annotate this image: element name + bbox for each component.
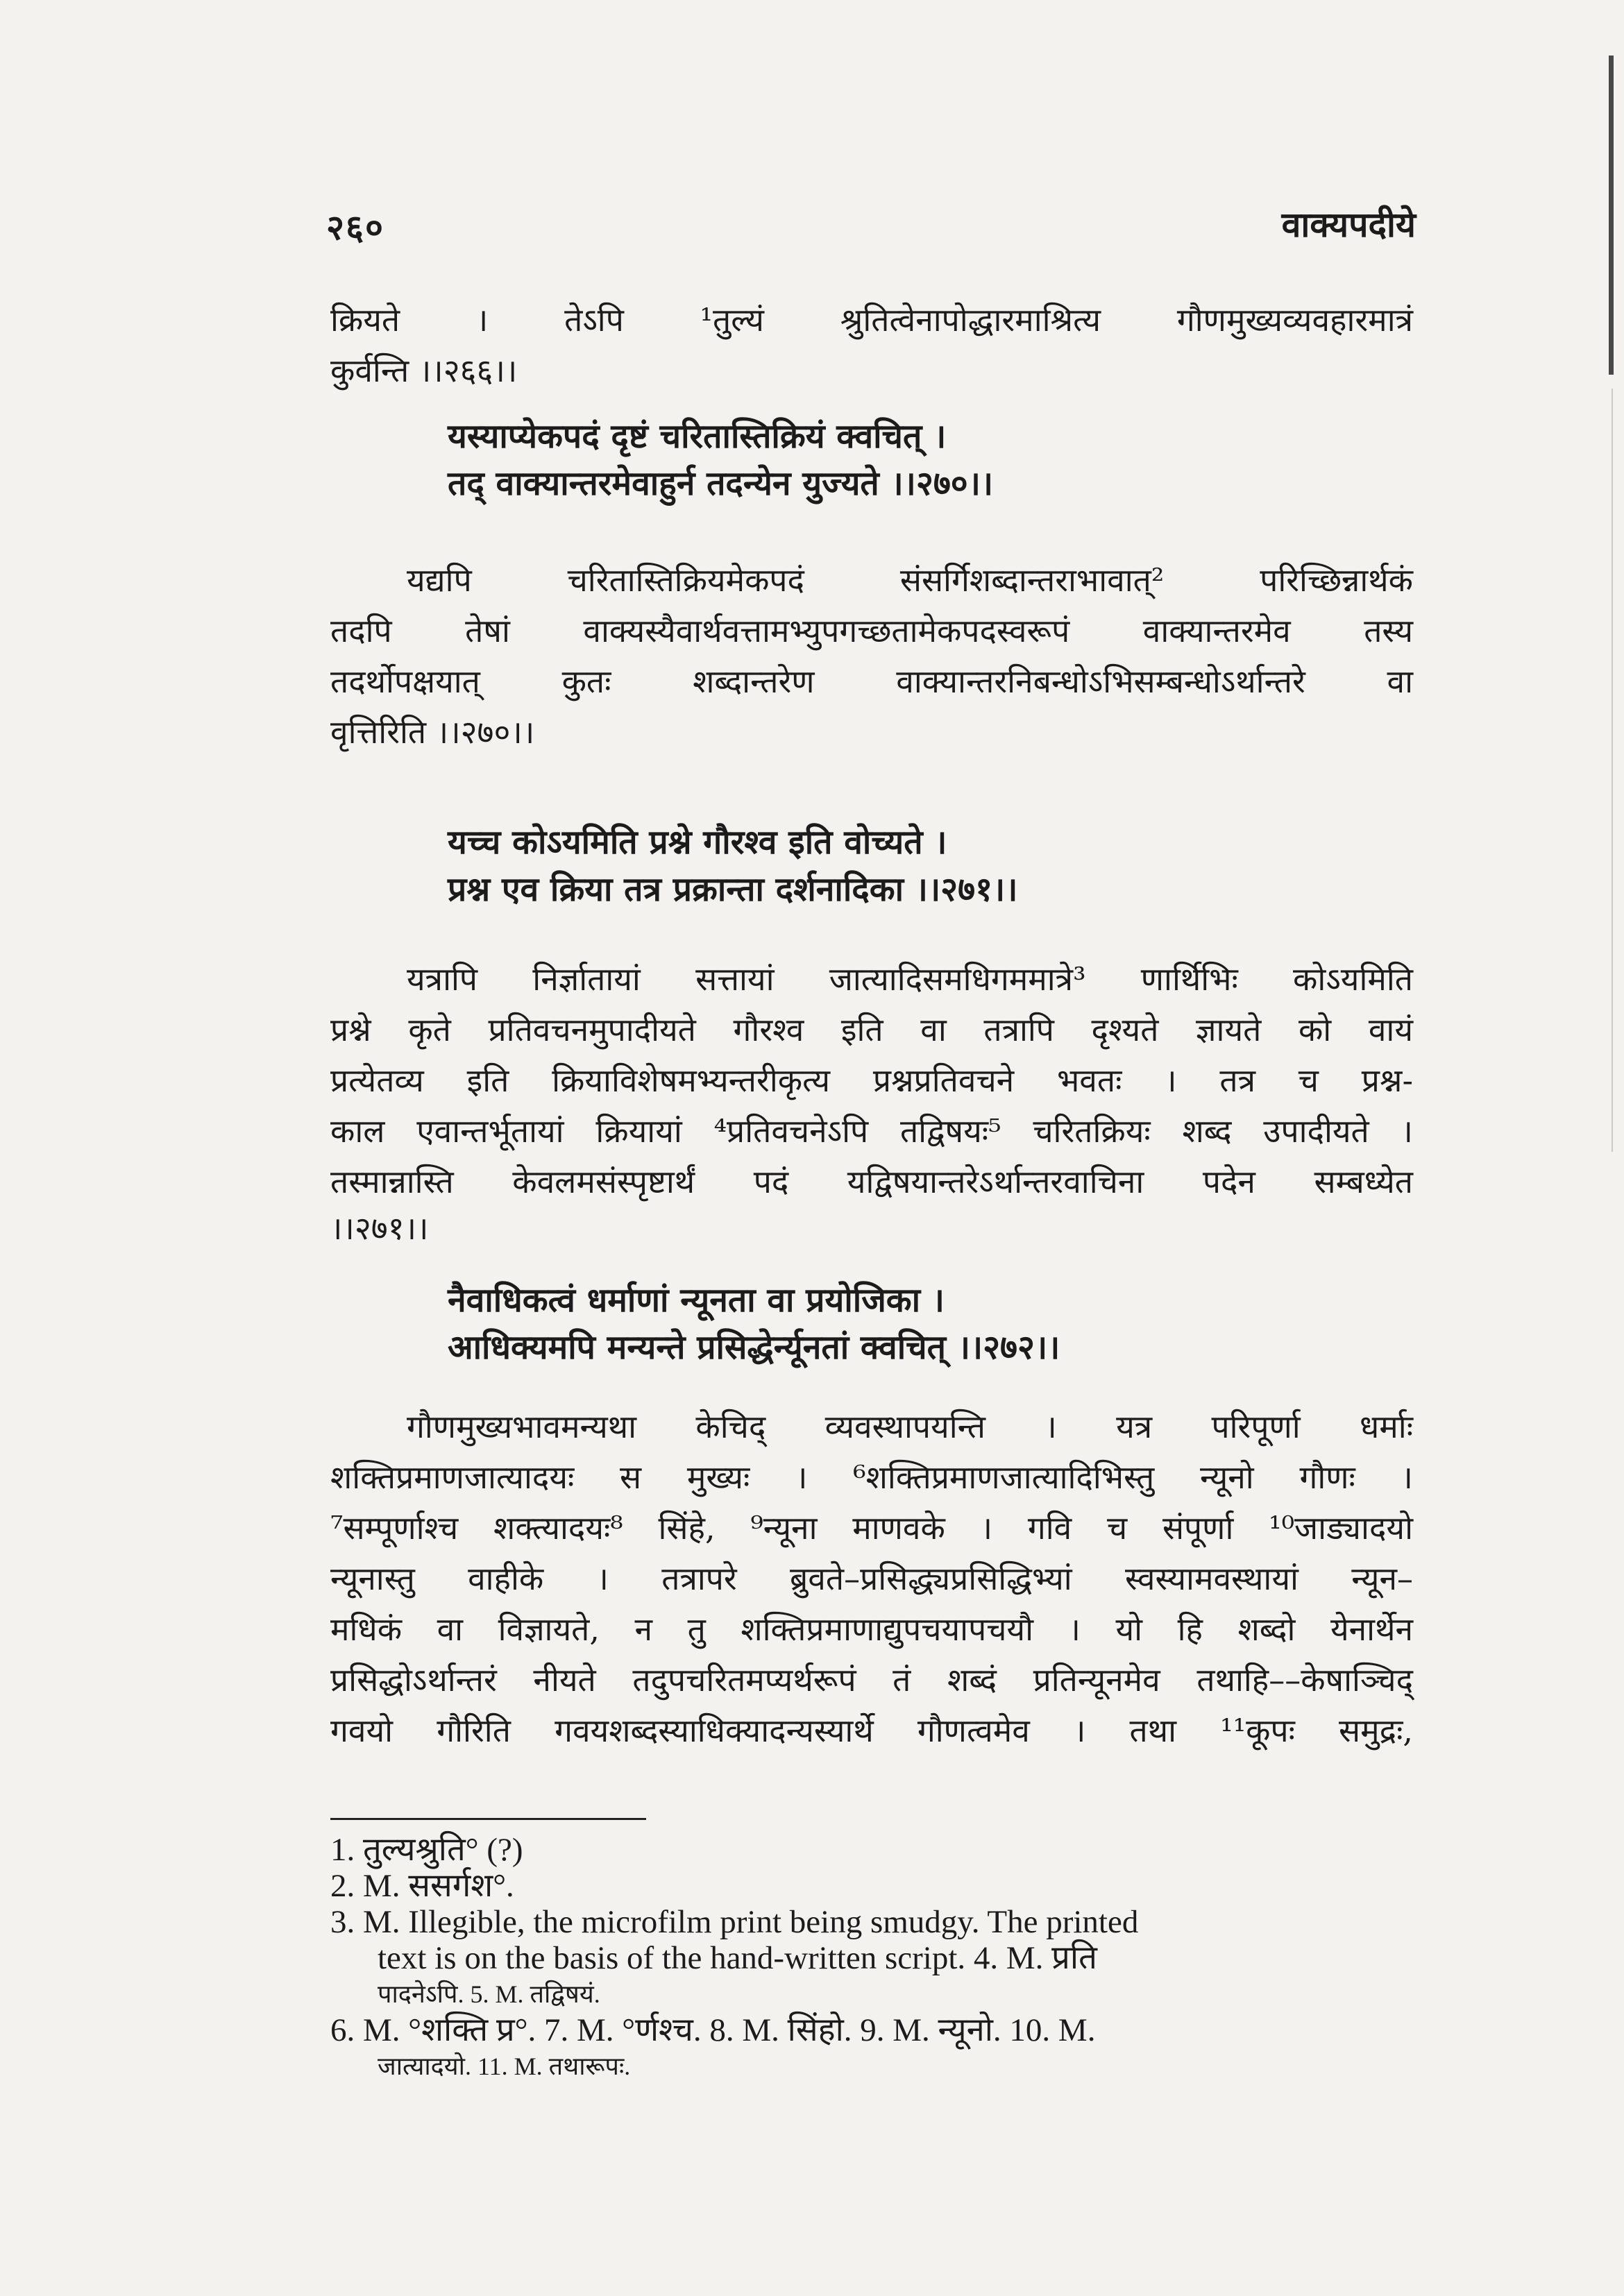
- text-line: तदर्थोपक्षयात् कुतः शब्दान्तरेण वाक्यान्तरनिबन्धोऽभिसम्बन्धोऽर्थान्तरे वा: [330, 663, 1413, 700]
- verse-271: [448, 819, 1350, 913]
- page-edge-shadow: [1609, 56, 1614, 375]
- text-line: प्रसिद्धोऽर्थान्तरं नीयते तदुपचरितमप्यर्थरूपं तं शब्दं प्रतिन्यूनमेव तथाहि––केषाञ्चिद्: [330, 1661, 1413, 1699]
- verse-270: [448, 413, 1350, 507]
- verse-line: आधिक्यमपि मन्यन्ते प्रसिद्धेर्न्यूनतां क्वचित् ।।२७२।।: [448, 1328, 1060, 1367]
- commentary-271: [330, 954, 1413, 1249]
- text-line: गौणमुख्यभावमन्यथा केचिद् व्यवस्थापयन्ति । यत्र परिपूर्णा धर्माः: [407, 1408, 1413, 1445]
- running-title: वाक्यपदीये: [1281, 204, 1416, 245]
- text-line: कुर्वन्ति ।।२६६।।: [330, 352, 518, 389]
- text-line: प्रत्येतव्य इति क्रियाविशेषमभ्यन्तरीकृत्य प्रश्नप्रतिवचने भवतः । तत्र च प्रश्न-: [330, 1062, 1413, 1099]
- commentary-269: [330, 295, 1413, 396]
- text-line: यत्रापि निर्ज्ञातायां सत्तायां जात्यादिसमधिगममात्रे³ णार्थिभिः कोऽयमिति: [407, 960, 1413, 998]
- footnote-2: 2. M. ससर्गश°.: [330, 1868, 514, 1904]
- footnote-6-10: 6. M. °शक्ति प्र°. 7. M. °र्णश्च. 8. M. सिंहो. 9. M. न्यूनो. 10. M.: [330, 2012, 1096, 2048]
- text-line: गवयो गौरिति गवयशब्दस्याधिक्यादन्यस्यार्थे गौणत्वमेव । तथा ¹¹कूपः समुद्रः,: [330, 1712, 1413, 1749]
- footnote-4-5: पादनेऽपि. 5. M. तद्विषयं.: [378, 1980, 600, 2008]
- footnotes: [330, 1832, 1413, 2084]
- verse-line: यच्च कोऽयमिति प्रश्ने गौरश्व इति वोच्यते ।: [448, 823, 947, 862]
- text-line: वृत्तिरिति ।।२७०।।: [330, 713, 535, 751]
- text-line: न्यूनास्तु वाहीके । तत्रापरे ब्रुवते–प्रसिद्ध्यप्रसिद्धिभ्यां स्वस्यामवस्थायां न्यून–: [330, 1560, 1413, 1597]
- verse-line: तद् वाक्यान्तरमेवाहुर्न तदन्येन युज्यते ।।२७०।।: [448, 464, 994, 503]
- text-line: ।।२७१।।: [330, 1209, 429, 1247]
- verse-272: [448, 1277, 1350, 1371]
- footnote-10-11: जात्यादयो. 11. M. तथारूपः.: [378, 2052, 631, 2080]
- verse-line: यस्याप्येकपदं दृष्टं चरितास्तिक्रियं क्वचित् ।: [448, 417, 947, 456]
- text-line: क्रियते । तेऽपि ¹तुल्यं श्रुतित्वेनापोद्धारमाश्रित्य गौणमुख्यव्यवहारमात्रं: [330, 301, 1413, 339]
- page-number: २६०: [326, 207, 384, 248]
- footnote-3-cont: text is on the basis of the hand-written script. 4. M. प्रति: [378, 1940, 1097, 1976]
- text-line: काल एवान्तर्भूतायां क्रियायां ⁴प्रतिवचनेऽपि तद्विषयः⁵ चरितक्रियः शब्द उपादीयते ।: [330, 1112, 1413, 1150]
- verse-line: प्रश्न एव क्रिया तत्र प्रक्रान्ता दर्शनादिका ।।२७१।।: [448, 870, 1018, 909]
- text-line: ⁷सम्पूर्णाश्च शक्त्यादयः⁸ सिंहे, ⁹न्यूना माणवके । गवि च संपूर्णा ¹⁰जाड्यादयो: [330, 1509, 1413, 1547]
- footnote-3: 3. M. Illegible, the microfilm print being smudgy. The printed: [330, 1904, 1139, 1940]
- text-line: यद्यपि चरितास्तिक्रियमेकपदं संसर्गिशब्दान्तराभावात्² परिच्छिन्नार्थकं: [407, 561, 1413, 599]
- verse-line: नैवाधिकत्वं धर्माणां न्यूनता वा प्रयोजिका ।: [448, 1281, 945, 1320]
- commentary-272: [330, 1402, 1413, 1756]
- text-line: प्रश्ने कृते प्रतिवचनमुपादीयते गौरश्व इति वा तत्रापि दृश्यते ज्ञायते को वायं: [330, 1011, 1413, 1048]
- text-line: तस्मान्नास्ति केवलमसंस्पृष्टार्थं पदं यद्विषयान्तरेऽर्थान्तरवाचिना पदेन सम्बध्येत: [330, 1163, 1413, 1200]
- footnote-1: 1. तुल्यश्रुति° (?): [330, 1832, 523, 1868]
- text-line: तदपि तेषां वाक्यस्यैवार्थवत्तामभ्युपगच्छतामेकपदस्वरूपं वाक्यान्तरमेव तस्य: [330, 612, 1413, 649]
- text-line: शक्तिप्रमाणजात्यादयः स मुख्यः । ⁶शक्तिप्रमाणजात्यादिभिस्तु न्यूनो गौणः ।: [330, 1459, 1413, 1496]
- page-edge-shadow-faint: [1612, 389, 1613, 1152]
- footnote-rule: [330, 1818, 646, 1820]
- commentary-270: [330, 555, 1413, 758]
- text-line: मधिकं वा विज्ञायते, न तु शक्तिप्रमाणाद्युपचयापचयौ । यो हि शब्दो येनार्थेन: [330, 1610, 1413, 1648]
